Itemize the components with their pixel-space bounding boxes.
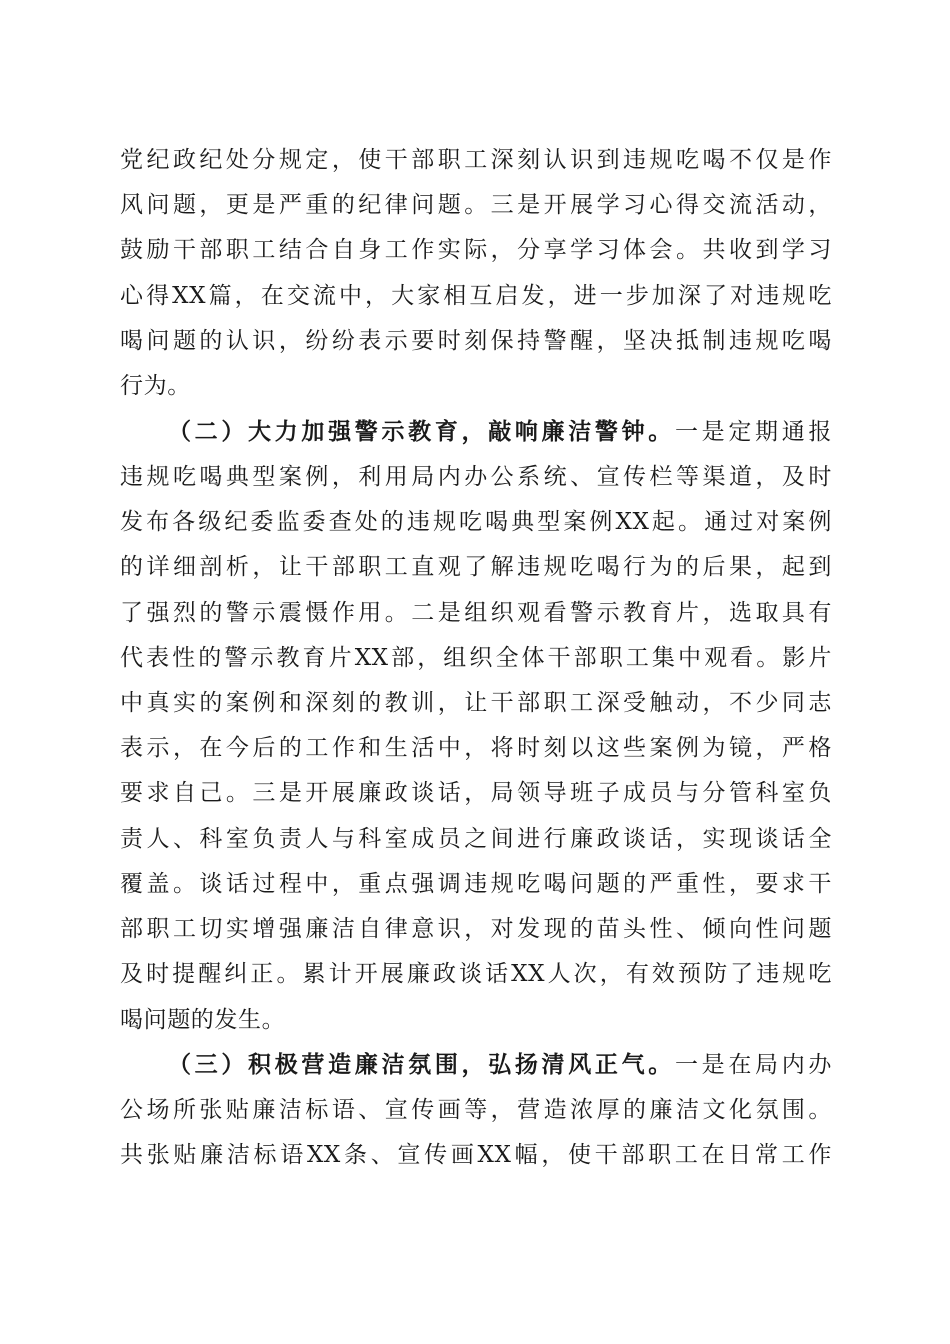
body-text-line: 行为。 [120,373,191,399]
body-text-line: 共张贴廉洁标语XX条、宣传画XX幅，使干部职工在日常工作 [120,1142,832,1168]
body-text-line: 的详细剖析，让干部职工直观了解违规吃喝行为的后果，起到 [120,554,832,580]
section-2-heading: （二）大力加强警示教育，敲响廉洁警钟。 [168,418,675,445]
body-text-line: 及时提醒纠正。累计开展廉政谈话XX人次，有效预防了违规吃 [120,961,832,987]
body-text-line: 鼓励干部职工结合自身工作实际，分享学习体会。共收到学习 [120,237,832,263]
section-3-first-line [168,1043,832,1087]
body-text-line: 覆盖。谈话过程中，重点强调违规吃喝问题的严重性，要求干 [120,871,832,897]
body-text-line: 公场所张贴廉洁标语、宣传画等，营造浓厚的廉洁文化氛围。 [120,1097,832,1123]
body-text-line: 违规吃喝典型案例，利用局内办公系统、宣传栏等渠道，及时 [120,464,832,490]
body-text-line: 中真实的案例和深刻的教训，让干部职工深受触动，不少同志 [120,690,832,716]
section-3-heading: （三）积极营造廉洁氛围，弘扬清风正气。 [168,1051,675,1078]
body-text-line: 部职工切实增强廉洁自律意识，对发现的苗头性、倾向性问题 [120,916,832,942]
body-text-line: 发布各级纪委监委查处的违规吃喝典型案例XX起。通过对案例 [120,509,832,535]
body-text-line: 喝问题的发生。 [120,1007,286,1033]
body-text-line: 风问题，更是严重的纪律问题。三是开展学习心得交流活动， [120,192,832,218]
body-text-line: 喝问题的认识，纷纷表示要时刻保持警醒，坚决抵制违规吃喝 [120,328,832,354]
section-2-first-line [168,410,832,454]
body-text-line: 心得XX篇，在交流中，大家相互启发，进一步加深了对违规吃 [120,283,832,309]
body-text-line: 党纪政纪处分规定，使干部职工深刻认识到违规吃喝不仅是作 [120,147,832,173]
body-text-line: 了强烈的警示震慑作用。二是组织观看警示教育片，选取具有 [120,600,832,626]
body-text-line: 要求自己。三是开展廉政谈话，局领导班子成员与分管科室负 [120,780,832,806]
section-3-first-line-text: 一是在局内办 [674,1052,832,1078]
body-text-line: 责人、科室负责人与科室成员之间进行廉政谈话，实现谈话全 [120,826,832,852]
body-text-line: 表示，在今后的工作和生活中，将时刻以这些案例为镜，严格 [120,735,832,761]
section-2-first-line-text: 一是定期通报 [674,419,832,445]
body-text-line: 代表性的警示教育片XX部，组织全体干部职工集中观看。影片 [120,645,832,671]
